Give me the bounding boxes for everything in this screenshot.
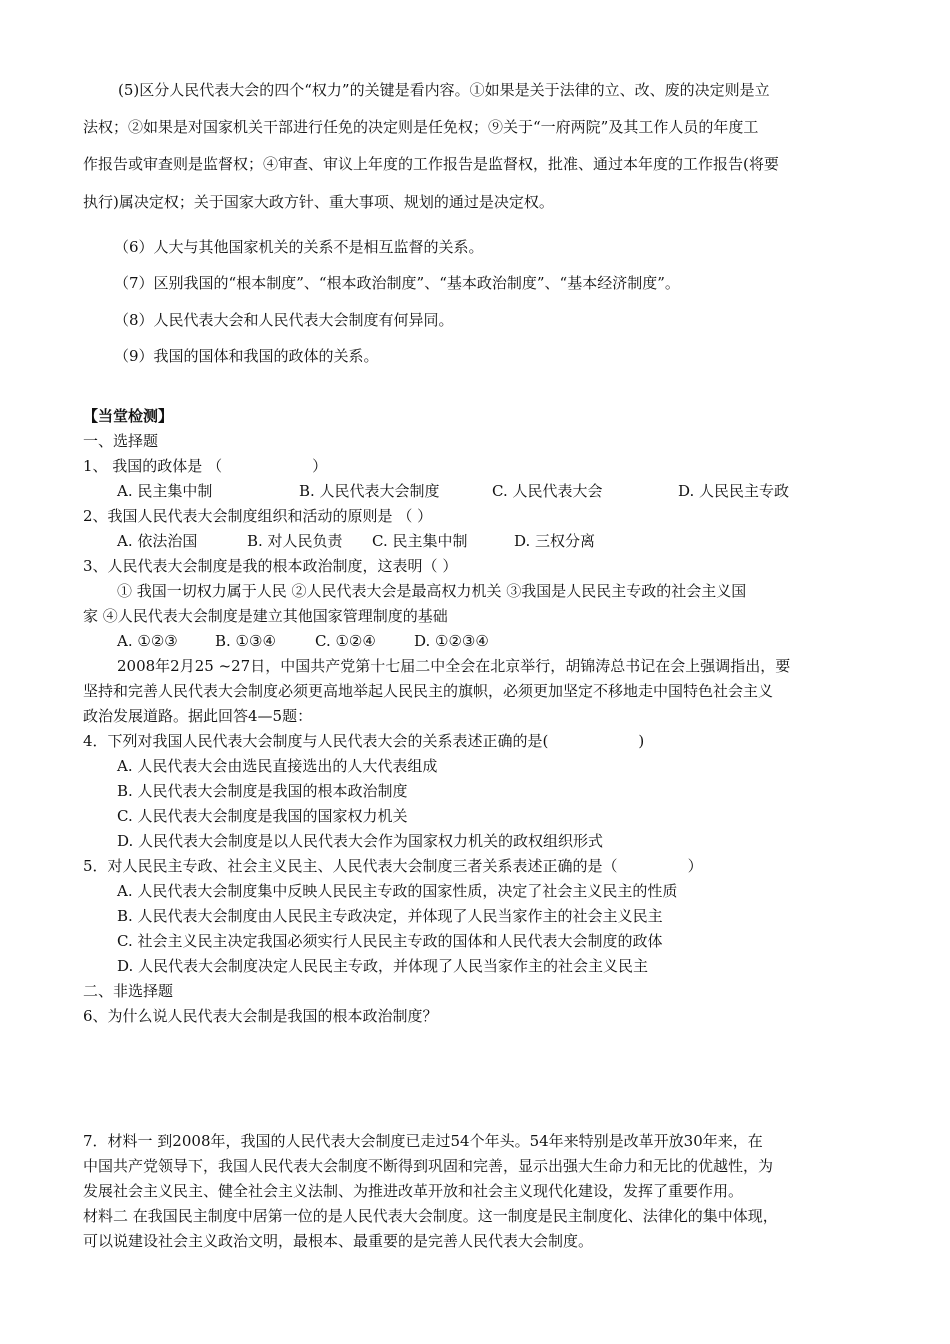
question-1-option: B. 人民代表大会制度 bbox=[299, 482, 440, 500]
question-4-stem-text: 4．下列对我国人民代表大会制度与人民代表大会的关系表述正确的是( bbox=[83, 732, 549, 750]
question-1-stem bbox=[83, 456, 327, 476]
note-line: （9）我国的国体和我国的政体的关系。 bbox=[114, 347, 379, 365]
question-5-option: D. 人民代表大会制度决定人民民主专政，并体现了人民当家作主的社会主义民主 bbox=[117, 957, 649, 975]
question-1-stem-text: 1、 我国的政体是 （ bbox=[83, 457, 223, 475]
material-line: 2008年2月25 ~27日，中国共产党第十七届二中全会在北京举行，胡锦涛总书记在会上强调指出，要 bbox=[117, 657, 791, 675]
question-2-option: C. 民主集中制 bbox=[372, 532, 468, 550]
part-title: 一、选择题 bbox=[83, 432, 159, 450]
question-3-stem: 3、人民代表大会制度是我的根本政治制度，这表明（ ） bbox=[83, 557, 458, 575]
question-3-option: C. ①②④ bbox=[315, 632, 376, 650]
question-1-close: ） bbox=[312, 457, 328, 475]
note-line: 法权；②如果是对国家机关干部进行任免的决定则是任免权；⑨关于“一府两院”及其工作人员的年度工 bbox=[83, 118, 759, 136]
question-7-line: 可以说建设社会主义政治文明，最根本、最重要的是完善人民代表大会制度。 bbox=[83, 1232, 594, 1250]
question-3-option: D. ①②③④ bbox=[414, 632, 489, 650]
material-line: 政治发展道路。据此回答4—5题： bbox=[83, 707, 313, 725]
question-7-line: 中国共产党领导下，我国人民代表大会制度不断得到巩固和完善，显示出强大生命力和无比的优越性，为 bbox=[83, 1157, 774, 1175]
note-line: （8）人民代表大会和人民代表大会制度有何异同。 bbox=[114, 311, 454, 329]
question-5-option: B. 人民代表大会制度由人民民主专政决定，并体现了人民当家作主的社会主义民主 bbox=[117, 907, 663, 925]
question-4-option: C. 人民代表大会制度是我国的国家权力机关 bbox=[117, 807, 408, 825]
question-3-line: ① 我国一切权力属于人民 ②人民代表大会是最高权力机关 ③我国是人民民主专政的社会主义国 bbox=[117, 582, 747, 600]
question-4-option: B. 人民代表大会制度是我国的根本政治制度 bbox=[117, 782, 408, 800]
question-2-option: B. 对人民负责 bbox=[247, 532, 343, 550]
question-3-option: B. ①③④ bbox=[215, 632, 276, 650]
question-4-close: ) bbox=[638, 732, 645, 750]
question-5-stem bbox=[83, 856, 703, 876]
question-1-option: A. 民主集中制 bbox=[117, 482, 213, 500]
question-7-line: 7．材料一 到2008年，我国的人民代表大会制度已走过54个年头。54年来特别是改革开放30年来，在 bbox=[83, 1132, 763, 1150]
question-5-stem-text: 5．对人民民主专政、社会主义民主、人民代表大会制度三者关系表述正确的是（ bbox=[83, 857, 618, 875]
question-2-option: D. 三权分离 bbox=[514, 532, 596, 550]
note-line: 执行)属决定权；关于国家大政方针、重大事项、规划的通过是决定权。 bbox=[83, 193, 554, 211]
question-5-option: A. 人民代表大会制度集中反映人民民主专政的国家性质，决定了社会主义民主的性质 bbox=[117, 882, 678, 900]
part-title: 二、非选择题 bbox=[83, 982, 174, 1000]
note-line: (5)区分人民代表大会的四个“权力”的关键是看内容。①如果是关于法律的立、改、废的决定则是立 bbox=[118, 81, 770, 99]
question-1-option: C. 人民代表大会 bbox=[492, 482, 603, 500]
material-line: 坚持和完善人民代表大会制度必须更高地举起人民民主的旗帜，必须更加坚定不移地走中国特色社会主义 bbox=[83, 682, 774, 700]
question-4-stem bbox=[83, 731, 644, 751]
question-1-option: D. 人民民主专政 bbox=[678, 482, 790, 500]
question-4-option: A. 人民代表大会由选民直接选出的人大代表组成 bbox=[117, 757, 438, 775]
note-line: （6）人大与其他国家机关的关系不是相互监督的关系。 bbox=[114, 238, 484, 256]
question-3-option: A. ①②③ bbox=[117, 632, 178, 650]
note-line: （7）区别我国的“根本制度”、“根本政治制度”、“基本政治制度”、“基本经济制度”。 bbox=[114, 274, 680, 292]
note-line: 作报告或审查则是监督权；④审查、审议上年度的工作报告是监督权，批准、通过本年度的工作报告(将要 bbox=[83, 155, 779, 173]
question-7-line: 发展社会主义民主、健全社会主义法制、为推进改革开放和社会主义现代化建设，发挥了重要作用。 bbox=[83, 1182, 744, 1200]
question-5-option: C. 社会主义民主决定我国必须实行人民民主专政的国体和人民代表大会制度的政体 bbox=[117, 932, 663, 950]
question-7-line: 材料二 在我国民主制度中居第一位的是人民代表大会制度。这一制度是民主制度化、法律化的集中体现， bbox=[83, 1207, 778, 1225]
question-5-close: ） bbox=[687, 857, 703, 875]
question-2-option: A. 依法治国 bbox=[117, 532, 198, 550]
question-3-line: 家 ④人民代表大会制度是建立其他国家管理制度的基础 bbox=[83, 607, 448, 625]
question-2-stem: 2、我国人民代表大会制度组织和活动的原则是 （ ） bbox=[83, 507, 433, 525]
question-4-option: D. 人民代表大会制度是以人民代表大会作为国家权力机关的政权组织形式 bbox=[117, 832, 604, 850]
section-title: 【当堂检测】 bbox=[83, 407, 174, 425]
question-6: 6、为什么说人民代表大会制是我国的根本政治制度？ bbox=[83, 1007, 438, 1025]
